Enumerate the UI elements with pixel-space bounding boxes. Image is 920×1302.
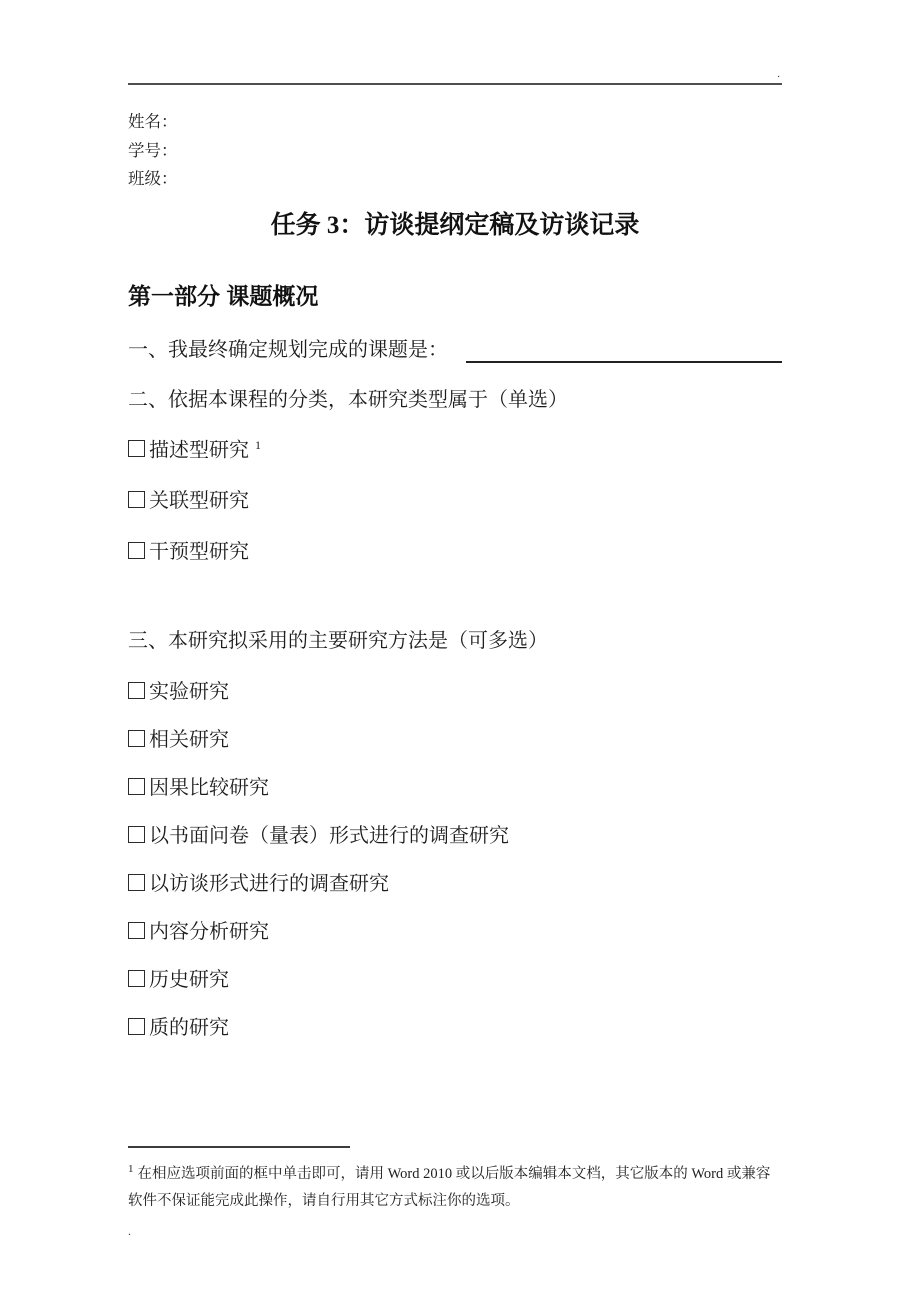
checkbox-icon[interactable]	[128, 874, 145, 891]
q3-option-written-questionnaire-survey[interactable]	[128, 824, 782, 849]
checkbox-icon[interactable]	[128, 682, 145, 699]
student-info	[128, 108, 782, 194]
question-3-label: 三、本研究拟采用的主要研究方法是（可多选）	[128, 630, 548, 653]
q2-option-correlational-research[interactable]	[128, 489, 782, 514]
option-label: 关联型研究	[149, 490, 249, 513]
q3-option-interview-survey[interactable]	[128, 872, 782, 897]
question-3-options	[128, 680, 782, 1041]
checkbox-icon[interactable]	[128, 922, 145, 939]
q3-option-qualitative-research[interactable]	[128, 1016, 782, 1041]
question-1-answer-blank[interactable]	[466, 337, 782, 363]
checkbox-icon[interactable]	[128, 970, 145, 987]
option-label: 实验研究	[149, 681, 229, 704]
option-label: 描述型研究	[149, 439, 249, 462]
page-header	[128, 68, 782, 85]
option-label: 相关研究	[149, 729, 229, 752]
question-1-label: 一、我最终确定规划完成的课题是：	[128, 338, 448, 361]
footnote-ref: 1	[255, 437, 261, 452]
checkbox-icon[interactable]	[128, 1018, 145, 1035]
q3-option-content-analysis-research[interactable]	[128, 920, 782, 945]
section-heading-part1: 第一部分 课题概况	[128, 282, 319, 309]
checkbox-icon[interactable]	[128, 826, 145, 843]
option-label: 质的研究	[149, 1017, 229, 1040]
q3-option-historical-research[interactable]	[128, 968, 782, 993]
checkbox-icon[interactable]	[128, 542, 145, 559]
q3-option-causal-comparative-research[interactable]	[128, 776, 782, 801]
footnote-marker: 1	[128, 1163, 134, 1176]
footnote-separator	[128, 1146, 350, 1148]
q3-option-experimental-research[interactable]	[128, 680, 782, 705]
checkbox-icon[interactable]	[128, 730, 145, 747]
footnote-text	[128, 1156, 782, 1215]
question-2-options	[128, 433, 782, 566]
header-rule	[128, 83, 782, 85]
option-label: 因果比较研究	[149, 777, 269, 800]
footnote-body: 在相应选项前面的框中单击即可，请用 Word 2010 或以后版本编辑本文档，其它版本的 Word 或兼容软件不保证能完成此操作，请自行用其它方式标注你的选项。	[128, 1165, 771, 1209]
option-label: 以访谈形式进行的调查研究	[149, 873, 389, 896]
q3-option-correlation-research[interactable]	[128, 728, 782, 753]
footnote-area	[128, 1146, 782, 1215]
option-label: 以书面问卷（量表）形式进行的调查研究	[149, 825, 509, 848]
option-label: 历史研究	[149, 969, 229, 992]
checkbox-icon[interactable]	[128, 440, 145, 457]
class-label: 班级：	[128, 169, 178, 188]
question-2-label: 二、依据本课程的分类，本研究类型属于（单选）	[128, 388, 568, 411]
q2-option-interventional-research[interactable]	[128, 540, 782, 565]
question-1	[128, 337, 782, 363]
trailing-mark: .	[128, 1223, 131, 1238]
checkbox-icon[interactable]	[128, 778, 145, 795]
document-title: 任务 3：访谈提纲定稿及访谈记录	[270, 211, 640, 239]
q2-option-descriptive-research[interactable]	[128, 433, 782, 464]
option-label: 干预型研究	[149, 541, 249, 564]
student-id-label: 学号：	[128, 140, 178, 160]
name-label: 姓名：	[128, 112, 178, 131]
option-label: 内容分析研究	[149, 921, 269, 944]
checkbox-icon[interactable]	[128, 491, 145, 508]
header-mark: .	[777, 68, 780, 80]
